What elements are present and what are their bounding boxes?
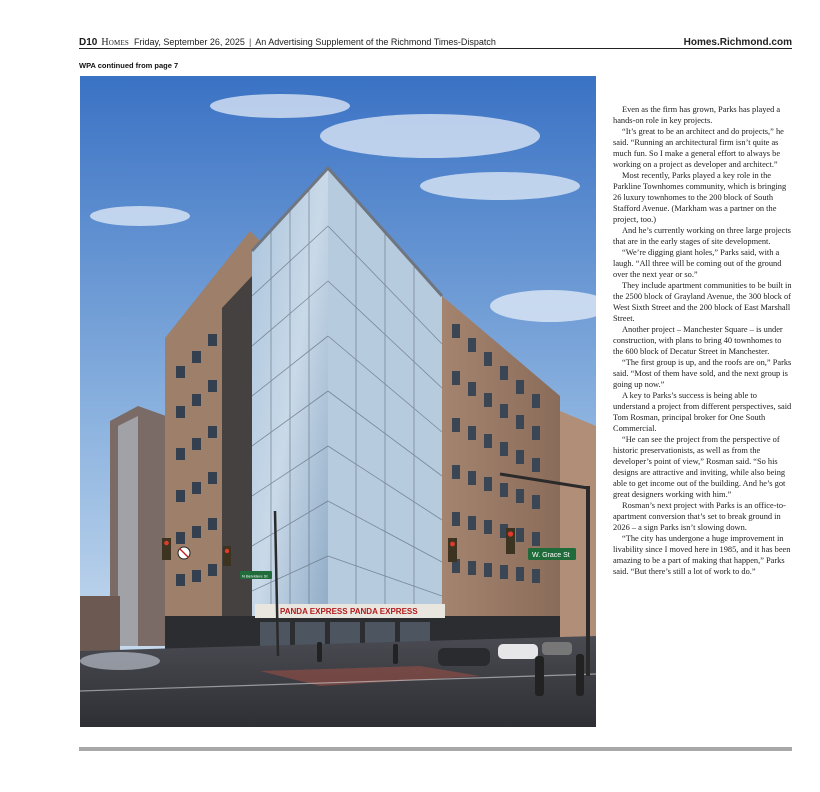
storefront-sign-2: PANDA EXPRESS [350,607,418,616]
street-sign-left: N Belvidere St [242,573,268,579]
article-paragraph: Rosman’s next project with Parks is an office-to-apartment conversion that’s set to break ground in 2026 – a sign Parks isn’t slowing down. [613,501,786,532]
moving-car-blur [80,652,160,670]
article-paragraph: A key to Parks’s success is being able to understand a project from different perspectives, said Tom Rosman, principal broker for One South Commercial. [613,391,792,433]
article-column [613,104,793,577]
page-header [79,37,792,49]
storefront-sign-1: PANDA EXPRESS [280,607,348,616]
page-number: D10 [79,37,98,48]
article-paragraph: And he’s currently working on three large projects that are in the early stages of site development. [613,226,791,246]
article-paragraph: “The first group is up, and the roofs are on,” Parks said. “Most of them have sold, and the next group is going up now.” [613,358,792,389]
article-paragraph: Even as the firm has grown, Parks has played a hands-on role in key projects. [613,105,781,125]
footer-rule [79,747,792,751]
section-name: Homes [101,37,130,48]
article-paragraph: “We’re digging giant holes,” Parks said, with a laugh. “All three will be coming out of the ground over the next year or so.” [613,248,782,279]
jump-line: WPA continued from page 7 [79,61,179,70]
article-paragraph: “The city has undergone a huge improvement in livability since I moved here in 1985, and it has been amazing to be a part of making that happen,” Parks said. “But there’s still a lot of work to do.” [613,534,791,576]
building-photo [80,76,596,727]
header-separator: | [248,37,252,47]
article-paragraph: Most recently, Parks played a key role in the Parkline Townhomes community, which is bringing 26 luxury townhomes to the 200 block of South Stafford Avenue. (Markham was a partner on the project, too.) [613,171,787,224]
article-paragraph: Another project – Manchester Square – is under construction, with plans to bring 40 townhomes to the 600 block of Decatur Street in Manchester. [613,325,783,356]
supplement-line: An Advertising Supplement of the Richmond Times-Dispatch [255,37,496,47]
site-link[interactable]: Homes.Richmond.com [683,37,792,48]
article-paragraph: They include apartment communities to be built in the 2500 block of Grayland Avenue, the 300 block of West Sixth Street and the 200 block of East Marshall Street. [613,281,792,323]
street-sign-grace: W. Grace St [532,552,570,559]
article-paragraph: “It’s great to be an architect and do projects,” he said. “Running an architectural firm isn’t quite as much fun. So I make a general effort to always be working on a project as developer and architect.” [613,127,784,169]
article-paragraph: “He can see the project from the perspective of historic preservationists, as well as from the developer’s point of view,” Rosman said. “So his designs are attractive and inviting, while also being able to get income out of the building. And he’s got great designers working with him.” [613,435,786,499]
issue-date: Friday, September 26, 2025 [134,37,245,47]
